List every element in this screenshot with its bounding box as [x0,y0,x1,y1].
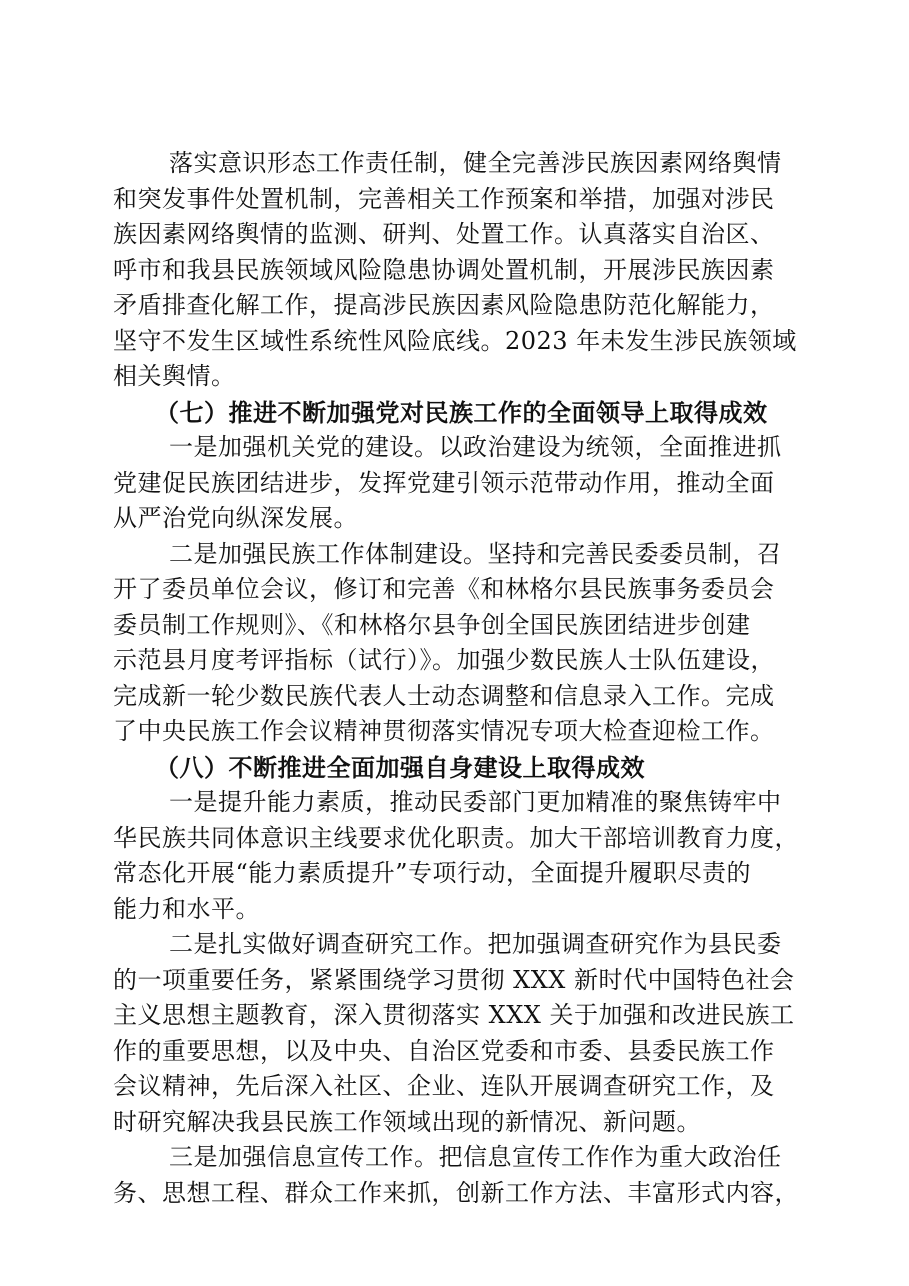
text-line: 务、思想工程、群众工作来抓，创新工作方法、丰富形式内容， [113,1178,799,1207]
text-line: 示范县月度考评指标（试行）》。加强少数民族人士队伍建设， [113,646,775,674]
text-line: 委员制工作规则》、《和林格尔县争创全国民族团结进步创建 [113,610,751,639]
text-line: 的一项重要任务，紧紧围绕学习贯彻 XXX 新时代中国特色社会 [113,965,795,994]
text-line: 矛盾排查化解工作，提高涉民族因素风险隐患防范化解能力， [113,291,775,319]
text-line: 和突发事件处置机制，完善相关工作预案和举措，加强对涉民 [113,184,775,213]
text-line: 能力和水平。 [113,894,260,923]
text-line: 落实意识形态工作责任制，健全完善涉民族因素网络舆情 [169,149,782,177]
text-line: 相关舆情。 [113,362,236,390]
text-line: 完成新一轮少数民族代表人士动态调整和信息录入工作。完成 [113,681,775,710]
text-line: 二是扎实做好调查研究工作。把加强调查研究作为县民委 [169,930,782,958]
text-line: 作的重要思想，以及中央、自治区党委和市委、县委民族工作 [113,1036,775,1065]
text-line: 三是加强信息宣传工作。把信息宣传工作作为重大政治任 [169,1143,782,1171]
section-heading: （七）推进不断加强党对民族工作的全面领导上取得成效 [155,397,768,427]
text-line: 华民族共同体意识主线要求优化职责。加大干部培训教育力度， [113,823,799,852]
text-line: 二是加强民族工作体制建设。坚持和完善民委委员制，召 [169,539,782,568]
text-line: 时研究解决我县民族工作领域出现的新情况、新问题。 [113,1107,701,1136]
text-line: 从严治党向纵深发展。 [113,504,358,532]
text-line: 常态化开展“能力素质提升”专项行动，全面提升履职尽责的 [113,859,752,887]
document-body [113,146,803,1211]
text-line: 呼市和我县民族领域风险隐患协调处置机制，开展涉民族因素 [113,255,775,284]
text-line: 一是加强机关党的建设。以政治建设为统领，全面推进抓 [169,433,782,461]
section-heading: （八）不断推进全面加强自身建设上取得成效 [155,752,645,782]
text-line: 了中央民族工作会议精神贯彻落实情况专项大检查迎检工作。 [113,717,775,745]
text-line: 一是提升能力素质，推动民委部门更加精准的聚焦铸牢中 [169,788,782,816]
text-line: 党建促民族团结进步，发挥党建引领示范带动作用，推动全面 [113,468,775,497]
text-line: 开了委员单位会议，修订和完善《和林格尔县民族事务委员会 [113,575,775,603]
text-line: 坚守不发生区域性系统性风险底线。2023 年未发生涉民族领域 [113,326,797,355]
text-line: 族因素网络舆情的监测、研判、处置工作。认真落实自治区、 [113,220,775,248]
text-line: 主义思想主题教育，深入贯彻落实 XXX 关于加强和改进民族工 [113,1001,795,1029]
text-line: 会议精神，先后深入社区、企业、连队开展调查研究工作，及 [113,1072,775,1100]
